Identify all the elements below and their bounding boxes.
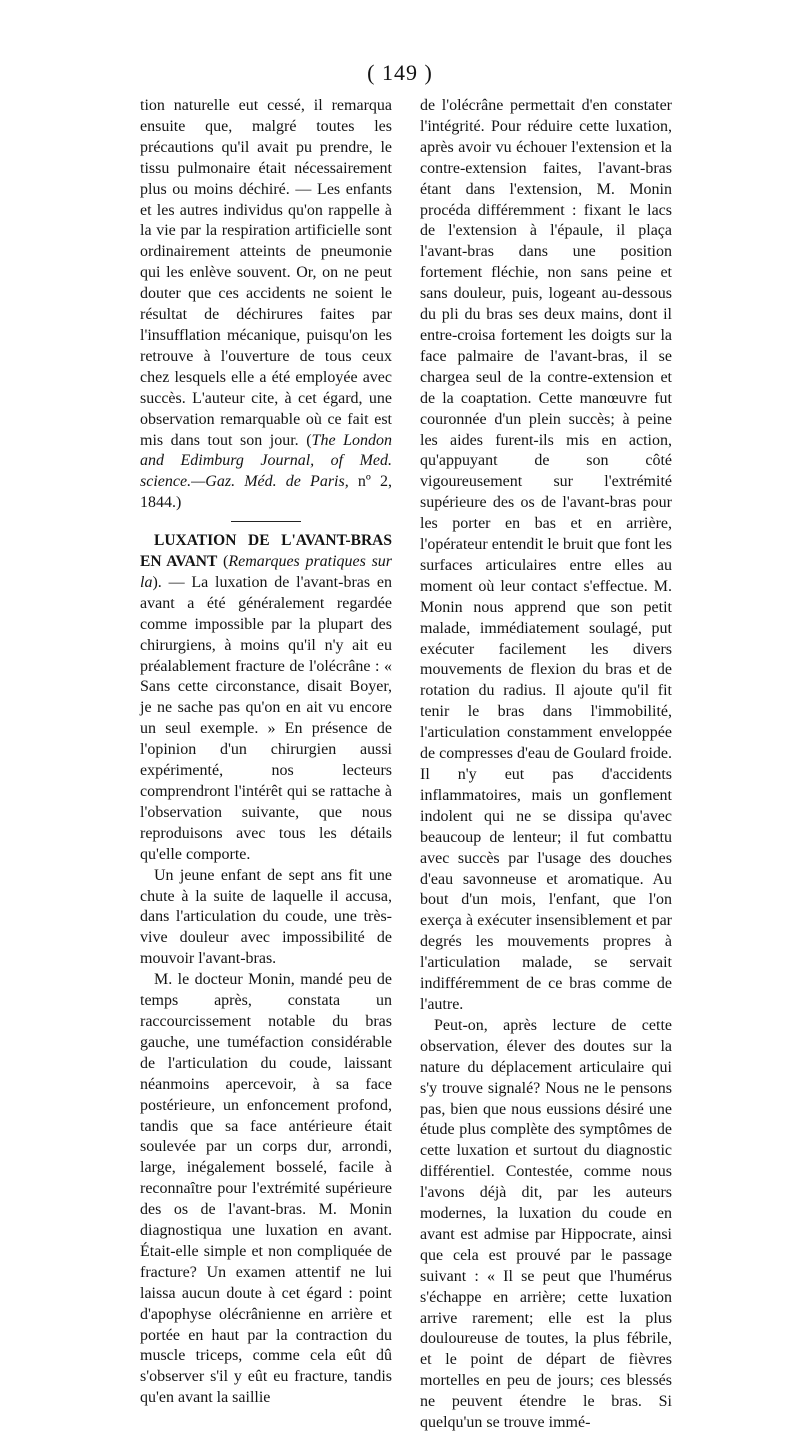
citation-issue: nº 2, 1844.) bbox=[140, 473, 392, 512]
source-citation: The London and Edimburg Journal, of Med. science.—Gaz. Méd. de Paris, bbox=[140, 431, 392, 491]
paragraph-reduction: de l'olécrâne permettait d'en constater l'intégrité. Pour réduire cette luxation, après avoir vu échouer l'extension et la contre-extension faites, l'avant-bras étant dans l'extension, M. Monin procéda différemment : fixant le lacs de l'extension à l'épaule, il plaça l'avant-bras dans une position fortement fléchie, non sans peine et sans douleur, puis, logeant au-dessous du pli du bras ses deux mains, dont il entre-croisa fortement les doigts sur la face palmaire de l'avant-bras, il se chargea seul de la contre-extension et de la coaptation. Cette manœuvre fut couronnée d'un plein succès; à peine les aides furent-ils mis en action, qu'appuyant de son côté vigoureusement sur l'extrémité supérieure des os de l'avant-bras pour les porter en bas et en arrière, l'opérateur entendit le bruit que font les surfaces articulaires entre elles au moment où leur contact s'effectue. M. Monin nous apprend que son petit malade, immédiatement soulagé, put exécuter facilement les divers mouvements de flexion du bras et de rotation du radius. Il ajoute qu'il fit tenir le bras dans l'immobilité, l'articulation constamment enveloppée de compresses d'eau de Goulard froide. Il n'y eut pas d'accidents inflammatoires, mais un gonflement indolent qui ne se dissipa qu'avec beaucoup de lenteur; il fut combattu avec succès par l'usage des douches d'eau savonneuse et aromatique. Au bout d'un mois, l'enfant, que l'on exerça à exécuter insensiblement et par degrés les mouvements propres à l'articulation malade, se servait indifféremment de ce bras comme de l'autre. bbox=[420, 97, 672, 1013]
right-column bbox=[420, 96, 672, 1434]
heading-subtitle: Remarques pratiques sur la bbox=[140, 553, 393, 591]
paragraph-case-intro: Un jeune enfant de sept ans fit une chute à la suite de laquelle il accusa, dans l'articulation du coude, une très-vive douleur avec impossibilité de mouvoir l'avant-bras. bbox=[140, 866, 392, 968]
paragraph-examination: M. le docteur Monin, mandé peu de temps après, constata un raccourcissement notable du bras gauche, une tuméfaction considérable de l'articulation du coude, laissant néanmoins apercevoir, à sa face postérieure, un enfoncement profond, tandis que sa face antérieure était soulevée par un corps dur, arrondi, large, inégalement bosselé, facile à reconnaître pour l'extrémité supérieure des os de l'avant-bras. M. Monin diagnostiqua une luxation en avant. Était-elle simple et non compliquée de fracture? Un examen attentif ne lui laissa aucun doute à cet égard : point d'apophyse olécrânienne en arrière et portée en haut par la contraction du muscle triceps, comme cela eût dû s'observer s'il y eût eu fracture, tandis qu'en avant la saillie bbox=[140, 971, 392, 1407]
heading-paren: ( bbox=[217, 553, 229, 571]
paragraph-text: tion naturelle eut cessé, il remarqua ensuite que, malgré toutes les précautions qu'il avait pu prendre, le tissu pulmonaire était nécessairement plus ou moins déchiré. — Les enfants et les autres individus qu'on rappelle à la vie par la respiration artificielle sont ordinairement atteints de pneumonie qui les enlève souvent. Or, on ne peut douter que ces accidents ne soient le résultat de déchirures faites par l'insufflation mécanique, puisqu'on les retrouve à l'ouverture de tous ceux chez lesquels elle a été employée avec succès. L'auteur cite, à cet égard, une observation remarquable où ce fait est mis dans tout son jour. ( bbox=[140, 97, 392, 449]
paragraph-respiration-continued bbox=[140, 96, 392, 514]
section-heading: LUXATION DE L'AVANT-BRAS EN AVANT bbox=[140, 532, 392, 571]
paragraph-text: ). — La luxation de l'avant-bras en avant a été généralement regardée comme impossible par la plupart des chirurgiens, à moins qu'il n'y ait eu préalablement fracture de l'olécrâne : « Sans cette circonstance, disait Boyer, je ne sache pas qu'on en ait vu encore un seul exemple. » En présence de l'opinion d'un chirurgien aussi expérimenté, nos lecteurs comprendront l'intérêt qui se rattache à l'observation suivante, que nous reproduisons avec tous les détails qu'elle comporte. bbox=[140, 573, 392, 863]
section-divider bbox=[231, 521, 301, 522]
paragraph-discussion: Peut-on, après lecture de cette observation, élever des doutes sur la nature du déplacement articulaire qui s'y trouve signalé? Nous ne le pensons pas, bien que nous eussions désiré une étude plus complète des symptômes de cette luxation et surtout du diagnostic différentiel. Contestée, comme nous l'avons déjà dit, par les auteurs modernes, la luxation du coude en avant est admise par Hippocrate, ainsi que cela est prouvé par le passage suivant : « Il se peut que l'humérus s'échappe en arrière; cette luxation arrive rarement; elle est la plus douloureuse de toutes, la plus fébrile, et le point de départ de fièvres mortelles en peu de jours; ces blessés ne peuvent étendre le bras. Si quelqu'un se trouve immé- bbox=[420, 1016, 672, 1432]
page-number: ( 149 ) bbox=[367, 60, 433, 85]
section-heading-paragraph bbox=[140, 531, 392, 866]
left-column bbox=[140, 96, 392, 1409]
